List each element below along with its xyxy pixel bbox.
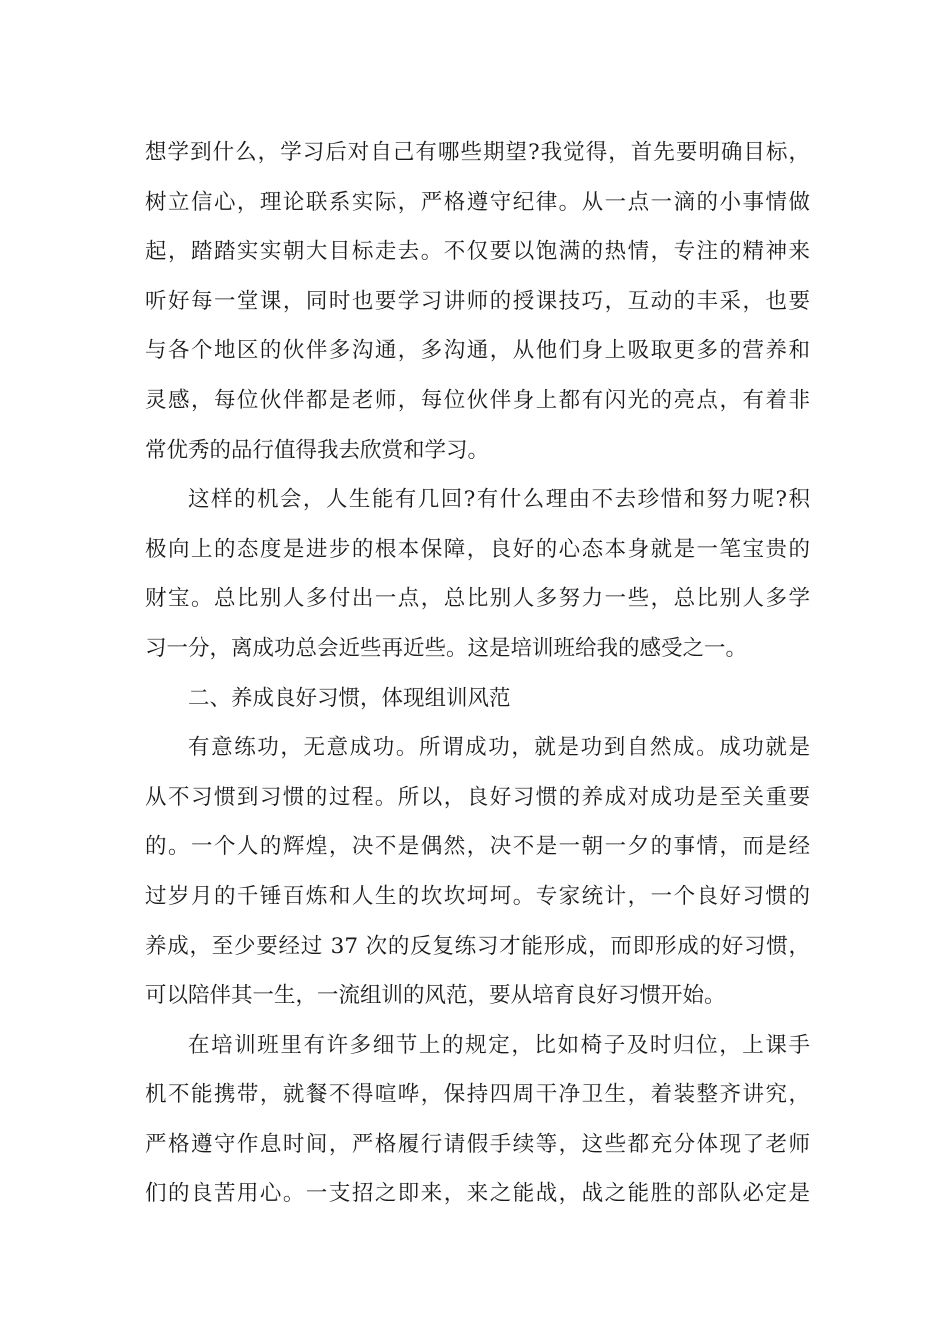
text-line: 从不习惯到习惯的过程。所以，良好习惯的养成对成功是至关重要 [145,784,810,810]
text-line: 极向上的态度是进步的根本保障，良好的心态本身就是一笔宝贵的 [145,536,810,562]
text-line: 二、养成良好习惯，体现组训风范 [188,685,511,711]
text-line: 习一分，离成功总会近些再近些。这是培训班给我的感受之一。 [145,635,748,661]
text-line: 机不能携带，就餐不得喧哗，保持四周干净卫生，着装整齐讲究， [145,1082,810,1108]
text-line: 起，踏踏实实朝大目标走去。不仅要以饱满的热情，专注的精神来 [145,239,810,265]
text-line: 的。一个人的辉煌，决不是偶然，决不是一朝一夕的事情，而是经 [145,834,810,860]
text-line: 树立信心，理论联系实际，严格遵守纪律。从一点一滴的小事情做 [145,189,810,215]
body-text [145,128,810,1219]
text-line: 有意练功，无意成功。所谓成功，就是功到自然成。成功就是 [188,735,810,761]
text-line: 财宝。总比别人多付出一点，总比别人多努力一些，总比别人多学 [145,586,810,612]
text-line: 过岁月的千锤百炼和人生的坎坎坷坷。专家统计，一个良好习惯的 [145,883,810,909]
text-line: 常优秀的品行值得我去欣赏和学习。 [145,437,490,463]
text-line: 们的良苦用心。一支招之即来，来之能战，战之能胜的部队必定是 [145,1181,810,1207]
text-line: 想学到什么，学习后对自己有哪些期望?我觉得，首先要明确目标， [145,140,810,165]
text-line: 这样的机会，人生能有几回?有什么理由不去珍惜和努力呢?积 [188,487,810,513]
text-line: 与各个地区的伙伴多沟通，多沟通，从他们身上吸取更多的营养和 [145,338,810,364]
text-line: 听好每一堂课，同时也要学习讲师的授课技巧，互动的丰采，也要 [145,288,810,314]
text-line: 在培训班里有许多细节上的规定，比如椅子及时归位，上课手 [188,1032,810,1058]
text-line: 养成，至少要经过 37 次的反复练习才能形成，而即形成的好习惯， [145,933,810,959]
text-line: 灵感，每位伙伴都是老师，每位伙伴身上都有闪光的亮点，有着非 [145,387,810,413]
text-line: 严格遵守作息时间，严格履行请假手续等，这些都充分体现了老师 [145,1131,810,1157]
text-line: 可以陪伴其一生，一流组训的风范，要从培育良好习惯开始。 [145,983,726,1009]
